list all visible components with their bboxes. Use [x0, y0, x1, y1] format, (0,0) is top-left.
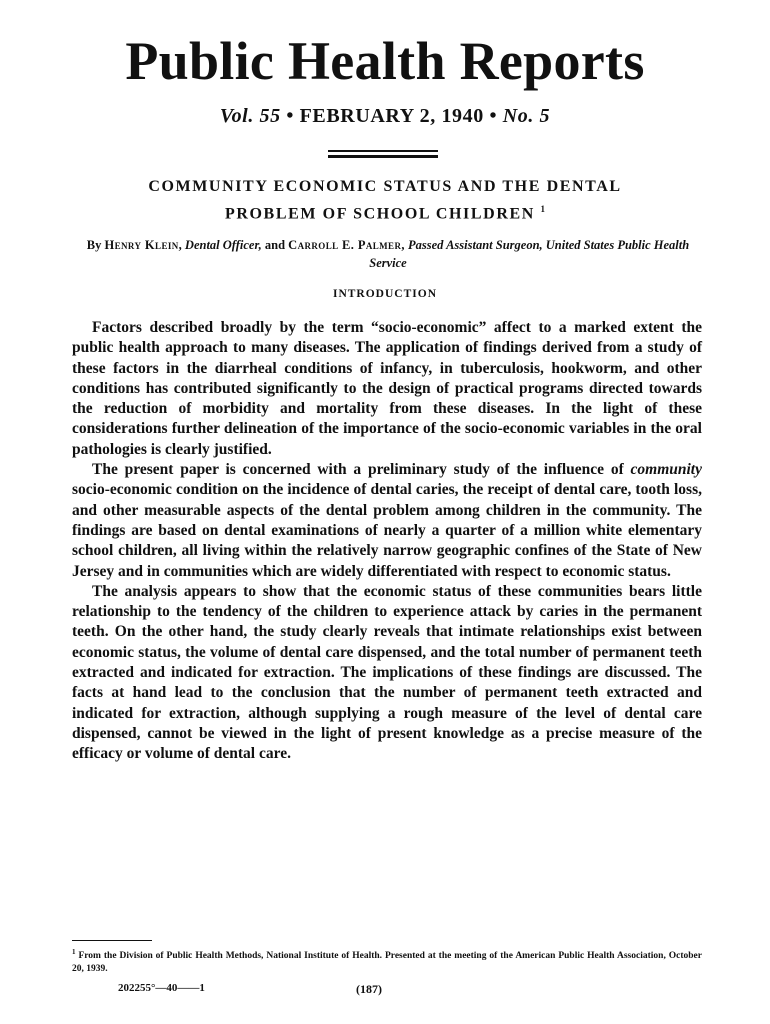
article-title-line	[60, 198, 710, 225]
footnote-reference: 1	[540, 204, 546, 214]
page-number: (187)	[356, 982, 382, 996]
footnote-text: From the Division of Public Health Methods, National Institute of Health. Presented at the meeting of the American Public Health Association, October 20, 1939.	[72, 951, 702, 975]
body-paragraph	[72, 460, 702, 582]
author-name: Henry Klein	[104, 238, 179, 252]
section-heading: INTRODUCTION	[332, 288, 437, 300]
issue-separator: •	[286, 105, 294, 127]
article-title-text: PROBLEM OF SCHOOL CHILDREN	[224, 205, 535, 223]
journal-title: Public Health Reports	[125, 31, 645, 91]
paragraph-text: The present paper is concerned with a preliminary study of the influence of	[92, 461, 624, 479]
article-title	[60, 176, 710, 225]
issue-date: FEBRUARY 2, 1940	[299, 105, 484, 127]
issue-separator: •	[489, 105, 498, 127]
byline-and: and	[264, 238, 286, 252]
byline: By Henry Klein, Dental Officer, and Carroll E. Palmer, Passed Assistant Surgeon, United States Public Health Service	[86, 238, 690, 270]
paragraph-text: socio-economic condition on the incidence of dental caries, the receipt of dental care, tooth loss, and other measurable aspects of the dental problem among children in the community. The findings are based on dental examinations of nearly a quarter of a million white elementary school children, all living within the relatively narrow geographic confines of the State of New Jersey and in communities which are widely differentiated with respect to economic status.	[72, 481, 702, 580]
author-role: Dental Officer,	[184, 238, 262, 252]
footnote-mark: 1	[72, 948, 76, 956]
decorative-double-rule	[328, 150, 438, 158]
article-title-line: COMMUNITY ECONOMIC STATUS AND THE DENTAL	[148, 178, 622, 195]
body-paragraph: The analysis appears to show that the economic status of these communities bears little relationship to the tendency of the children to experience attack by caries in the permanent teeth. On the other hand, the study clearly reveals that intimate relationships exist between economic status, the volume of dental care dispensed, and the total number of permanent teeth extracted and indicated for extraction. The implications of these findings are discussed. The facts at hand lead to the conclusion that the number of permanent teeth extracted and indicated for extraction, although supplying a rough measure of the level of dental care dispensed, cannot be viewed in the light of present knowledge as a precise measure of the efficacy or volume of dental care.	[72, 582, 702, 763]
footnote	[72, 946, 702, 976]
article-body	[72, 318, 702, 765]
issue-line	[0, 102, 770, 130]
print-code: 202255°—40——1	[118, 982, 205, 994]
body-paragraph: Factors described broadly by the term “socio-economic” affect to a marked extent the public health approach to many diseases. The application of findings derived from a study of these factors in the diarrheal conditions of infancy, in tuberculosis, hookworm, and other conditions has contributed significantly to the design of practical programs directed towards the reduction of morbidity and mortality from these diseases. In the light of these considerations further delineation of the importance of the socio-economic variables in the oral pathologies is clearly justified.	[72, 319, 702, 458]
rule-line	[328, 150, 438, 152]
volume-label: Vol. 55	[219, 105, 281, 127]
byline-by: By	[86, 238, 102, 252]
footnote-divider	[72, 940, 152, 941]
rule-line	[328, 155, 438, 158]
author-name: Carroll E. Palmer,	[288, 238, 405, 252]
author-role: Passed Assistant Surgeon, United States Public Health Service	[369, 238, 690, 270]
emphasized-word: community	[630, 461, 702, 479]
issue-number: No. 5	[502, 105, 551, 127]
